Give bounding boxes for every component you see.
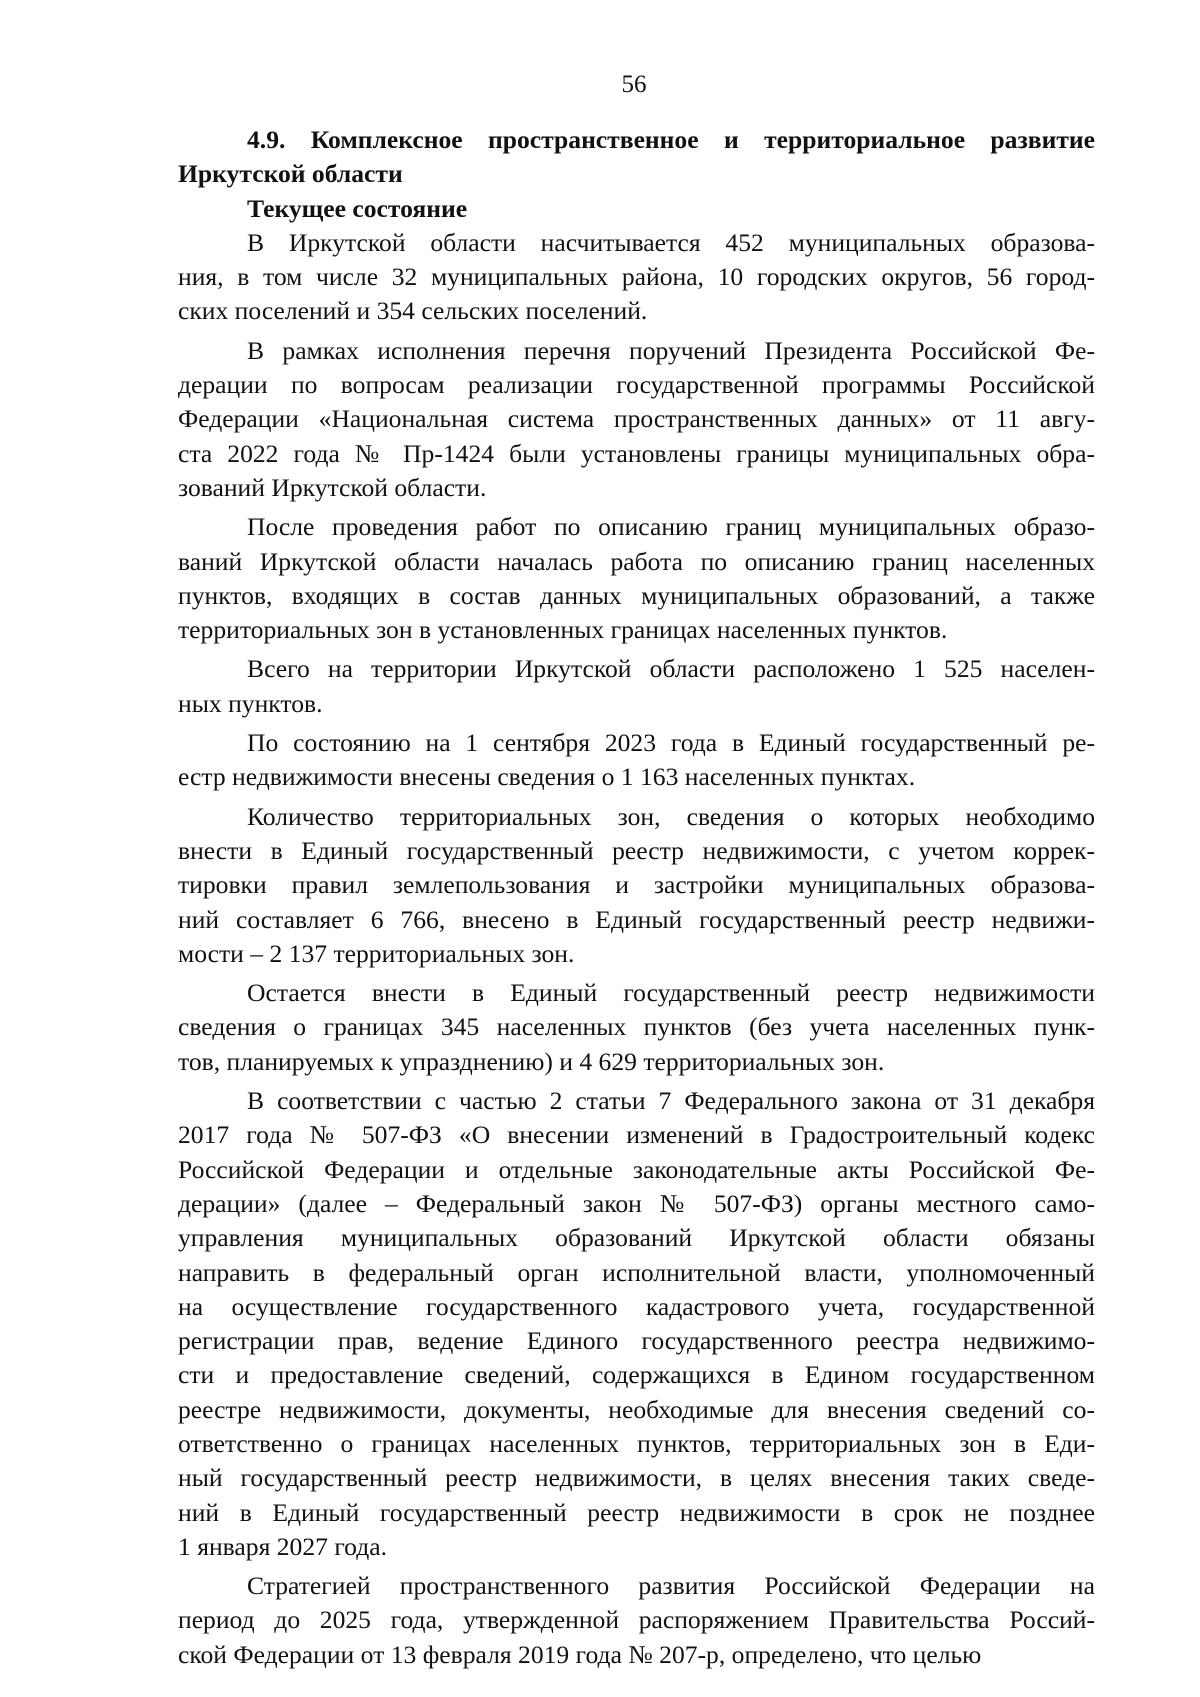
paragraph-line: зований Иркутской области. [178,472,487,502]
paragraph-line: В соответствии с частью 2 статьи 7 Федерального закона от 31 декабря [247,1086,1095,1116]
paragraph-line: период до 2025 года, утвержденной распоряжением Правительства Россий- [178,1605,1095,1635]
paragraph-line: В Иркутской области насчитывается 452 муниципальных образова- [247,227,1095,257]
paragraph-line: мости – 2 137 территориальных зон. [178,938,575,968]
page-number: 56 [621,71,647,98]
paragraph-line: дерации» (далее – Федеральный закон № 507-ФЗ) органы местного само- [178,1188,1095,1218]
paragraph-line: сти и предоставление сведений, содержащихся в Едином государственном [178,1360,1095,1390]
paragraph-line: ния, в том числе 32 муниципальных района, 10 городских округов, 56 город- [178,262,1095,292]
paragraph-line: на осуществление государственного кадастрового учета, государственной [178,1291,1095,1321]
subsection-heading: Текущее состояние [247,193,468,223]
paragraph-line: ных пунктов. [178,688,323,718]
paragraph [178,1084,1095,1564]
paragraph-line: 2017 года № 507-ФЗ «О внесении изменений в Градостроительный кодекс [178,1120,1095,1150]
paragraph-line: Стратегией пространственного развития Российской Федерации на [247,1571,1095,1601]
paragraph-line: сведения о границах 345 населенных пунктов (без учета населенных пунк- [178,1012,1095,1042]
paragraph-line: Российской Федерации и отдельные законодательные акты Российской Фе- [178,1154,1095,1184]
paragraph-line: реестре недвижимости, документы, необходимые для внесения сведений со- [178,1394,1095,1424]
paragraph-line: По состоянию на 1 сентября 2023 года в Единый государственный ре- [247,728,1095,758]
paragraph-line: направить в федеральный орган исполнительной власти, уполномоченный [178,1257,1095,1287]
section-heading-line: 4.9. Комплексное пространственное и территориальное развитие [247,125,1095,154]
paragraph-line: ваний Иркутской области началась работа по описанию границ населенных [178,546,1095,576]
section-heading-line: Иркутской области [178,159,403,189]
section-heading [178,123,1095,192]
paragraph-line: В рамках исполнения перечня поручений Президента Российской Фе- [247,335,1095,365]
paragraph-line: После проведения работ по описанию границ муниципальных образо- [247,512,1095,542]
paragraph-line: ний в Единый государственный реестр недвижимости в срок не позднее [178,1497,1095,1527]
paragraph-line: Федерации «Национальная система пространственных данных» от 11 авгу- [178,404,1095,434]
paragraph-line: ста 2022 года № Пр-1424 были установлены границы муниципальных обра- [178,438,1095,468]
paragraph-line: ный государственный реестр недвижимости, в целях внесения таких сведе- [178,1463,1095,1493]
paragraph-line: территориальных зон в установленных границах населенных пунктов. [178,615,948,645]
paragraph-line: ний составляет 6 766, внесено в Единый государственный реестр недвижи- [178,904,1095,934]
paragraph-line: пунктов, входящих в состав данных муниципальных образований, а также [178,580,1095,610]
paragraph-line: ских поселений и 354 сельских поселений. [178,296,648,326]
paragraph [178,976,1095,1079]
paragraph-line: Всего на территории Иркутской области расположено 1 525 населен- [247,654,1095,684]
paragraph [178,800,1095,971]
paragraph-line: Остается внести в Единый государственный реестр недвижимости [247,978,1095,1008]
paragraph [178,652,1095,721]
paragraph-line: естр недвижимости внесены сведения о 1 163 населенных пунктах. [178,762,916,792]
paragraph [178,1569,1095,1672]
paragraph [178,510,1095,647]
paragraph-line: Количество территориальных зон, сведения о которых необходимо [247,801,1095,831]
paragraph-line: управления муниципальных образований Иркутской области обязаны [178,1223,1095,1253]
paragraph [178,334,1095,505]
document-body [178,123,1095,1672]
paragraph-line: ответственно о границах населенных пунктов, территориальных зон в Еди- [178,1428,1095,1458]
paragraph [178,726,1095,795]
paragraph-line: ской Федерации от 13 февраля 2019 года № 207-р, определено, что целью [178,1639,982,1669]
paragraph-line: 1 января 2027 года. [178,1531,388,1561]
paragraph-line: тов, планируемых к упразднению) и 4 629 территориальных зон. [178,1046,885,1076]
paragraph-line: регистрации прав, ведение Единого государственного реестра недвижимо- [178,1326,1095,1356]
paragraph-line: внести в Единый государственный реестр недвижимости, с учетом коррек- [178,835,1095,865]
paragraph-line: тировки правил землепользования и застройки муниципальных образова- [178,870,1095,900]
paragraph-list [178,226,1095,1672]
paragraph [178,226,1095,329]
paragraph-line: дерации по вопросам реализации государственной программы Российской [178,370,1095,400]
